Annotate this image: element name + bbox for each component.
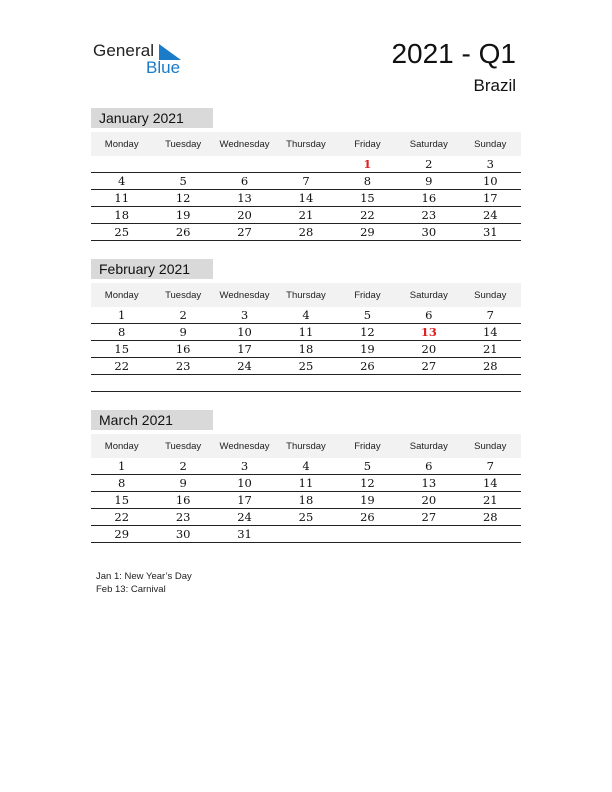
weekday-header: Friday bbox=[337, 283, 398, 307]
day-cell: 12 bbox=[337, 324, 398, 341]
day-cell: 10 bbox=[214, 475, 275, 492]
day-cell: 21 bbox=[460, 492, 521, 509]
weekday-header: Sunday bbox=[460, 283, 521, 307]
holiday-notes bbox=[96, 570, 192, 596]
day-cell: 14 bbox=[460, 475, 521, 492]
holiday-note: Jan 1: New Year’s Day bbox=[96, 571, 192, 582]
day-cell: 25 bbox=[275, 358, 336, 375]
day-cell bbox=[460, 526, 521, 543]
brand-name-general: General bbox=[93, 41, 155, 60]
week-row bbox=[91, 207, 521, 224]
weekday-header: Wednesday bbox=[214, 283, 275, 307]
day-cell: 7 bbox=[460, 458, 521, 475]
day-cell: 16 bbox=[398, 190, 459, 207]
day-cell: 16 bbox=[152, 492, 213, 509]
day-cell: 23 bbox=[398, 207, 459, 224]
weekday-header: Saturday bbox=[398, 434, 459, 458]
day-cell: 12 bbox=[152, 190, 213, 207]
day-cell bbox=[91, 156, 152, 173]
day-cell: 5 bbox=[337, 307, 398, 324]
weekday-header: Wednesday bbox=[214, 434, 275, 458]
weekday-header: Saturday bbox=[398, 283, 459, 307]
day-cell: 13 bbox=[214, 190, 275, 207]
day-cell: 6 bbox=[398, 458, 459, 475]
day-cell: 26 bbox=[337, 358, 398, 375]
month-february bbox=[91, 259, 521, 392]
brand-logo bbox=[93, 41, 193, 77]
weekday-header: Thursday bbox=[275, 132, 336, 156]
day-cell: 5 bbox=[152, 173, 213, 190]
day-cell: 2 bbox=[152, 307, 213, 324]
weekday-header: Monday bbox=[91, 283, 152, 307]
weekday-header-row bbox=[91, 132, 521, 156]
day-cell bbox=[398, 375, 459, 392]
day-cell: 9 bbox=[152, 324, 213, 341]
week-row bbox=[91, 458, 521, 475]
week-row bbox=[91, 492, 521, 509]
day-cell: 25 bbox=[275, 509, 336, 526]
day-cell: 17 bbox=[214, 341, 275, 358]
day-cell: 11 bbox=[91, 190, 152, 207]
day-cell: 31 bbox=[214, 526, 275, 543]
day-cell: 4 bbox=[91, 173, 152, 190]
day-cell: 7 bbox=[460, 307, 521, 324]
day-cell: 14 bbox=[275, 190, 336, 207]
page-title: 2021 - Q1 bbox=[391, 38, 516, 69]
day-cell: 6 bbox=[398, 307, 459, 324]
day-cell bbox=[275, 526, 336, 543]
week-row bbox=[91, 509, 521, 526]
weekday-header: Tuesday bbox=[152, 283, 213, 307]
weekday-header: Monday bbox=[91, 434, 152, 458]
day-cell: 18 bbox=[91, 207, 152, 224]
day-cell: 3 bbox=[460, 156, 521, 173]
weekday-header: Monday bbox=[91, 132, 152, 156]
day-cell: 9 bbox=[398, 173, 459, 190]
day-cell: 12 bbox=[337, 475, 398, 492]
day-cell: 10 bbox=[460, 173, 521, 190]
day-cell: 28 bbox=[460, 509, 521, 526]
day-cell: 29 bbox=[91, 526, 152, 543]
day-cell: 23 bbox=[152, 358, 213, 375]
week-row bbox=[91, 341, 521, 358]
day-cell: 31 bbox=[460, 224, 521, 241]
day-cell bbox=[460, 375, 521, 392]
weekday-header: Thursday bbox=[275, 434, 336, 458]
day-cell: 30 bbox=[398, 224, 459, 241]
brand-name-blue: Blue bbox=[146, 58, 181, 77]
day-cell: 27 bbox=[398, 509, 459, 526]
day-cell: 24 bbox=[460, 207, 521, 224]
day-cell: 24 bbox=[214, 509, 275, 526]
week-row bbox=[91, 190, 521, 207]
weekday-header-row bbox=[91, 283, 521, 307]
day-cell: 1 bbox=[91, 458, 152, 475]
day-cell: 3 bbox=[214, 458, 275, 475]
day-cell bbox=[214, 156, 275, 173]
day-cell: 9 bbox=[152, 475, 213, 492]
day-cell: 16 bbox=[152, 341, 213, 358]
day-cell: 17 bbox=[460, 190, 521, 207]
weekday-header: Sunday bbox=[460, 132, 521, 156]
day-cell: 30 bbox=[152, 526, 213, 543]
week-row bbox=[91, 475, 521, 492]
calendar-grid bbox=[91, 283, 521, 392]
weekday-header: Friday bbox=[337, 132, 398, 156]
day-cell bbox=[152, 375, 213, 392]
day-cell: 24 bbox=[214, 358, 275, 375]
day-cell: 22 bbox=[91, 358, 152, 375]
week-row bbox=[91, 358, 521, 375]
day-cell: 26 bbox=[337, 509, 398, 526]
day-cell: 6 bbox=[214, 173, 275, 190]
country-label: Brazil bbox=[473, 76, 516, 95]
day-cell: 2 bbox=[398, 156, 459, 173]
month-january bbox=[91, 108, 521, 241]
day-cell: 19 bbox=[152, 207, 213, 224]
day-cell: 27 bbox=[214, 224, 275, 241]
day-cell bbox=[337, 526, 398, 543]
weekday-header: Wednesday bbox=[214, 132, 275, 156]
day-cell: 4 bbox=[275, 307, 336, 324]
day-cell bbox=[152, 156, 213, 173]
day-cell: 5 bbox=[337, 458, 398, 475]
day-cell bbox=[214, 375, 275, 392]
day-cell: 27 bbox=[398, 358, 459, 375]
day-cell: 29 bbox=[337, 224, 398, 241]
day-cell: 11 bbox=[275, 324, 336, 341]
day-cell: 19 bbox=[337, 341, 398, 358]
day-cell: 26 bbox=[152, 224, 213, 241]
day-cell bbox=[275, 156, 336, 173]
week-row bbox=[91, 224, 521, 241]
day-cell: 14 bbox=[460, 324, 521, 341]
day-cell bbox=[91, 375, 152, 392]
day-cell: 8 bbox=[91, 324, 152, 341]
week-row bbox=[91, 307, 521, 324]
holiday-day-cell: 13 bbox=[398, 324, 459, 341]
week-row bbox=[91, 526, 521, 543]
holiday-note: Feb 13: Carnival bbox=[96, 584, 166, 595]
day-cell bbox=[275, 375, 336, 392]
day-cell: 18 bbox=[275, 492, 336, 509]
weekday-header: Friday bbox=[337, 434, 398, 458]
day-cell: 20 bbox=[214, 207, 275, 224]
weekday-header-row bbox=[91, 434, 521, 458]
day-cell: 2 bbox=[152, 458, 213, 475]
month-label: March 2021 bbox=[91, 410, 213, 430]
day-cell: 7 bbox=[275, 173, 336, 190]
week-row bbox=[91, 156, 521, 173]
day-cell: 23 bbox=[152, 509, 213, 526]
day-cell: 20 bbox=[398, 341, 459, 358]
holiday-day-cell: 1 bbox=[337, 156, 398, 173]
day-cell: 8 bbox=[337, 173, 398, 190]
calendar-grid bbox=[91, 434, 521, 543]
day-cell: 4 bbox=[275, 458, 336, 475]
day-cell bbox=[398, 526, 459, 543]
day-cell: 20 bbox=[398, 492, 459, 509]
day-cell: 28 bbox=[275, 224, 336, 241]
week-row bbox=[91, 324, 521, 341]
week-row bbox=[91, 173, 521, 190]
day-cell: 21 bbox=[275, 207, 336, 224]
calendar-grid bbox=[91, 132, 521, 241]
day-cell: 21 bbox=[460, 341, 521, 358]
weekday-header: Tuesday bbox=[152, 132, 213, 156]
week-row bbox=[91, 375, 521, 392]
day-cell: 22 bbox=[91, 509, 152, 526]
day-cell: 28 bbox=[460, 358, 521, 375]
weekday-header: Sunday bbox=[460, 434, 521, 458]
day-cell: 8 bbox=[91, 475, 152, 492]
weekday-header: Thursday bbox=[275, 283, 336, 307]
day-cell: 15 bbox=[337, 190, 398, 207]
month-label: February 2021 bbox=[91, 259, 213, 279]
month-label: January 2021 bbox=[91, 108, 213, 128]
day-cell: 22 bbox=[337, 207, 398, 224]
day-cell: 3 bbox=[214, 307, 275, 324]
day-cell: 1 bbox=[91, 307, 152, 324]
day-cell: 19 bbox=[337, 492, 398, 509]
day-cell: 10 bbox=[214, 324, 275, 341]
day-cell: 18 bbox=[275, 341, 336, 358]
month-march bbox=[91, 410, 521, 543]
day-cell: 15 bbox=[91, 341, 152, 358]
weekday-header: Tuesday bbox=[152, 434, 213, 458]
day-cell: 25 bbox=[91, 224, 152, 241]
weekday-header: Saturday bbox=[398, 132, 459, 156]
day-cell: 17 bbox=[214, 492, 275, 509]
day-cell bbox=[337, 375, 398, 392]
day-cell: 15 bbox=[91, 492, 152, 509]
day-cell: 13 bbox=[398, 475, 459, 492]
day-cell: 11 bbox=[275, 475, 336, 492]
